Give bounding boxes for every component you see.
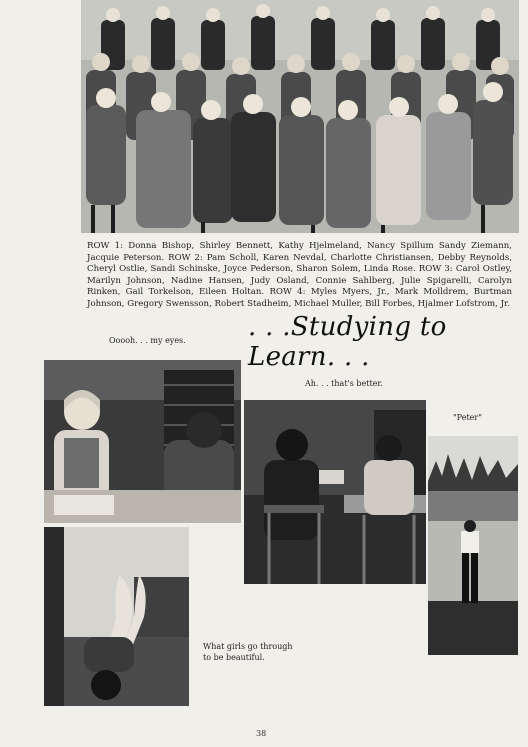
section-headline: . . .Studying to Learn. . .	[248, 312, 447, 372]
caption-beautiful	[203, 641, 293, 663]
caption-beautiful-line2: to be beautiful.	[203, 653, 265, 662]
caption-peter: "Peter"	[453, 413, 482, 422]
group-photo	[81, 0, 519, 233]
photo-library-girls	[44, 360, 241, 523]
caption-eyes: Ooooh. . . my eyes.	[109, 336, 186, 345]
photo-headstand	[44, 527, 189, 706]
photo-study-room	[244, 400, 426, 584]
group-photo-caption: ROW 1: Donna Bishop, Shirley Bennett, Kathy Hjelmeland, Nancy Spillum Sandy Ziemann, Jacquie Peterson. ROW 2: Pam Scholl, Karen Nevdal, Charlotte Christiansen, Debby Reynolds, Cheryl Ostlie, Sandi Schinske, Joyce Pederson, Sharon Solem, Linda Rose. ROW 3: Carol Ostley, Marilyn Johnson, Nadine Hansen, Judy Osland, Connie Sahlberg, Julie Spigarelli, Carolyn Rinken, Gail Torkelson, Eileen Holtan. ROW 4: Myles Myers, Jr., Mark Molldrem, Burtman Johnson, Gregory Swensson, Robert Stadheim, Michael Muller, Bill Forbes, Hjalmer Lofstrom, Jr.	[87, 241, 512, 309]
page-number: 38	[256, 729, 267, 738]
caption-better: Ah. . . that's better.	[305, 379, 383, 388]
caption-beautiful-line1: What girls go through	[203, 642, 293, 651]
photo-peter	[428, 436, 518, 655]
